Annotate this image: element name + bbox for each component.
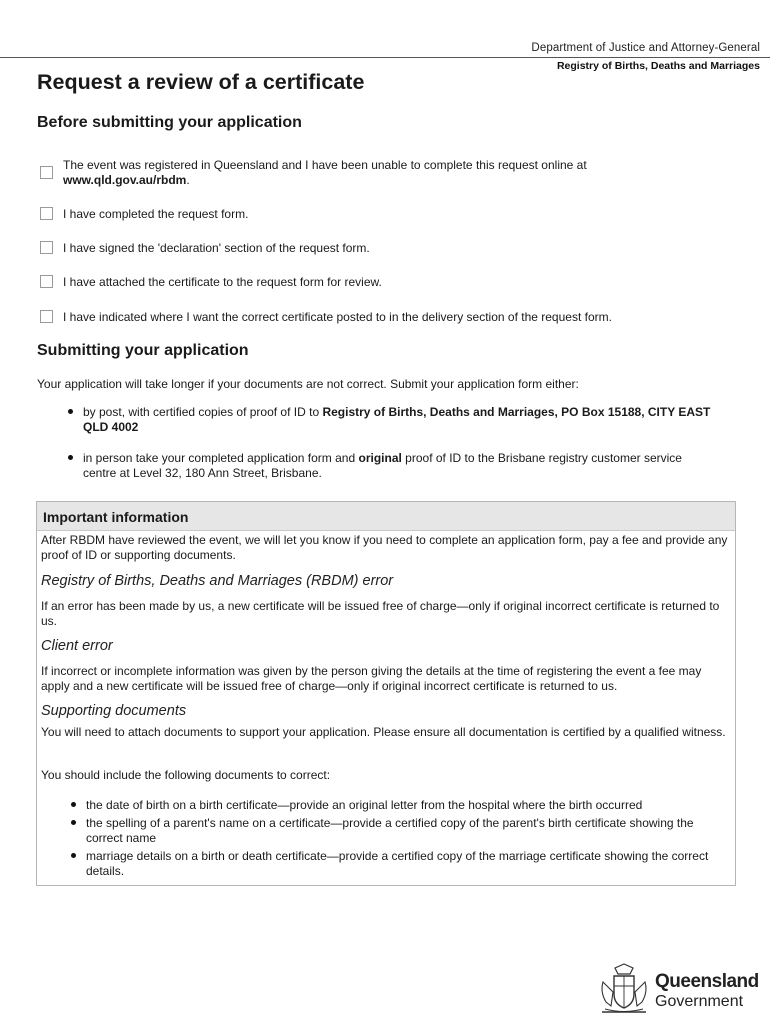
- submitting-intro: Your application will take longer if your documents are not correct. Submit your application form either:: [37, 377, 579, 391]
- rbdm-error-heading: Registry of Births, Deaths and Marriages (RBDM) error: [41, 573, 394, 589]
- header-rule: [0, 57, 770, 58]
- important-intro: After RBDM have reviewed the event, we will let you know if you need to complete an application form, pay a fee and provide any proof of ID or supporting documents.: [41, 533, 728, 562]
- client-error-heading: Client error: [41, 638, 113, 654]
- logo-subtext: Government: [655, 993, 744, 1010]
- important-information-box: [36, 501, 736, 886]
- checklist-text: I have signed the 'declaration' section of the request form.: [63, 241, 370, 255]
- checklist-text: I have completed the request form.: [63, 207, 249, 221]
- coat-of-arms-icon: [597, 962, 651, 1016]
- important-header: [37, 502, 735, 531]
- rbdm-error-text: If an error has been made by us, a new certificate will be issued free of charge—only if original incorrect certificate is returned to us.: [41, 599, 720, 628]
- submission-methods: [68, 405, 718, 481]
- list-item: in person take your completed application form and original proof of ID to the Brisbane registry customer service centre at Level 32, 180 Ann Street, Brisbane.: [68, 451, 718, 481]
- checklist-text: I have indicated where I want the correct certificate posted to in the delivery section of the request form.: [63, 310, 612, 324]
- checklist-text: The event was registered in Queensland and I have been unable to complete this request online at www.qld.gov.au/rbdm.: [63, 158, 587, 187]
- logo-wordmark: Queensland: [655, 971, 759, 992]
- checkbox-registered[interactable]: [40, 166, 53, 179]
- important-title: Important information: [43, 509, 189, 525]
- supporting-text: You will need to attach documents to support your application. Please ensure all documentation is certified by a qualified witness.: [41, 725, 726, 739]
- rbdm-link[interactable]: www.qld.gov.au/rbdm: [63, 173, 187, 187]
- registry-name: Registry of Births, Deaths and Marriages: [556, 60, 760, 72]
- list-item: by post, with certified copies of proof of ID to Registry of Births, Deaths and Marriages, PO Box 15188, CITY EAST QLD 4002: [68, 405, 718, 435]
- queensland-government-logo: [597, 962, 757, 1016]
- list-item: the spelling of a parent's name on a certificate—provide a certified copy of the parent's birth certificate showing the correct name: [71, 816, 721, 846]
- checkbox-delivery[interactable]: [40, 310, 53, 323]
- page-title: Request a review of a certificate: [37, 70, 365, 94]
- checkbox-completed[interactable]: [40, 207, 53, 220]
- checklist-text: I have attached the certificate to the request form for review.: [63, 275, 382, 289]
- before-heading: Before submitting your application: [37, 114, 302, 131]
- checkbox-attached[interactable]: [40, 275, 53, 288]
- supporting-heading: Supporting documents: [41, 703, 187, 719]
- include-intro: You should include the following documents to correct:: [41, 768, 331, 782]
- list-item: marriage details on a birth or death certificate—provide a certified copy of the marriage certificate showing the correct details.: [71, 849, 721, 879]
- checkbox-signed[interactable]: [40, 241, 53, 254]
- supporting-documents-list: [71, 798, 721, 882]
- client-error-text: If incorrect or incomplete information was given by the person giving the details at the time of registering the event a fee may apply and a new certificate will be issued free of charge—only if original incorrect certificate is returned to us.: [41, 664, 702, 693]
- department-name: Department of Justice and Attorney-General: [531, 42, 760, 54]
- list-item: the date of birth on a birth certificate—provide an original letter from the hospital where the birth occurred: [71, 798, 721, 813]
- submitting-heading: Submitting your application: [37, 342, 249, 359]
